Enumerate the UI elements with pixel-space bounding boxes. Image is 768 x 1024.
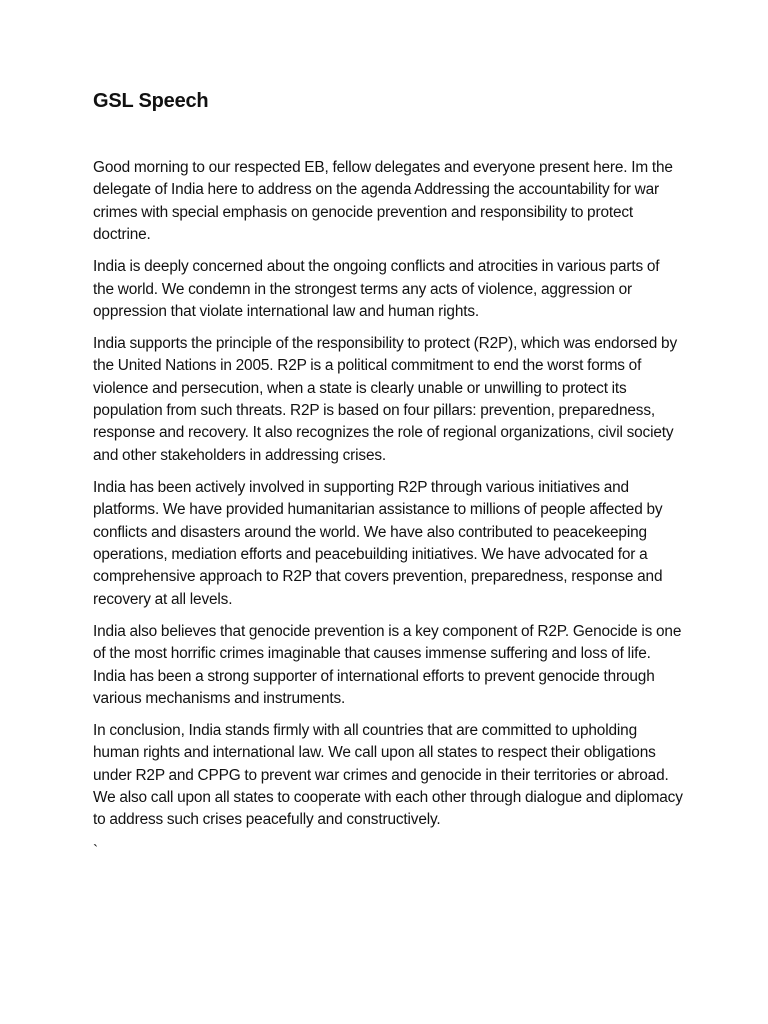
- document-title: GSL Speech: [93, 90, 209, 112]
- document-body: [93, 157, 683, 864]
- paragraph-opening: Good morning to our respected EB, fellow delegates and everyone present here. Im the delegate of India here to address on the agenda Addressing the accountability for war crimes with special emphasis on genocide prevention and responsibility to protect doctrine.: [93, 159, 673, 244]
- paragraph-genocide-prevention: India also believes that genocide prevention is a key component of R2P. Genocide is one of the most horrific crimes imaginable that causes immense suffering and loss of life. India has been a strong supporter of international efforts to prevent genocide through various mechanisms and instruments.: [93, 622, 682, 707]
- paragraph-conclusion: In conclusion, India stands firmly with all countries that are committed to upholding human rights and international law. We call upon all states to respect their obligations under R2P and CPPG to prevent war crimes and genocide in their territories or abroad. We also call upon all states to cooperate with each other through dialogue and diplomacy to address such crises peacefully and constructively.: [93, 721, 683, 829]
- paragraph-concern: India is deeply concerned about the ongoing conflicts and atrocities in various parts of the world. We condemn in the strongest terms any acts of violence, aggression or oppression that violate international law and human rights.: [93, 258, 660, 320]
- trailing-mark: `: [93, 843, 99, 861]
- paragraph-india-involvement: India has been actively involved in supporting R2P through various initiatives and platforms. We have provided humanitarian assistance to millions of people affected by conflicts and disasters around the world. We have also contributed to peacekeeping operations, mediation efforts and peacebuilding initiatives. We have advocated for a comprehensive approach to R2P that covers prevention, preparedness, response and recovery at all levels.: [93, 478, 663, 608]
- paragraph-r2p-support: India supports the principle of the responsibility to protect (R2P), which was endorsed by the United Nations in 2005. R2P is a political commitment to end the worst forms of violence and persecution, when a state is clearly unable or unwilling to protect its population from such threats. R2P is based on four pillars: prevention, preparedness, response and recovery. It also recognizes the role of regional organizations, civil society and other stakeholders in addressing crises.: [93, 334, 678, 464]
